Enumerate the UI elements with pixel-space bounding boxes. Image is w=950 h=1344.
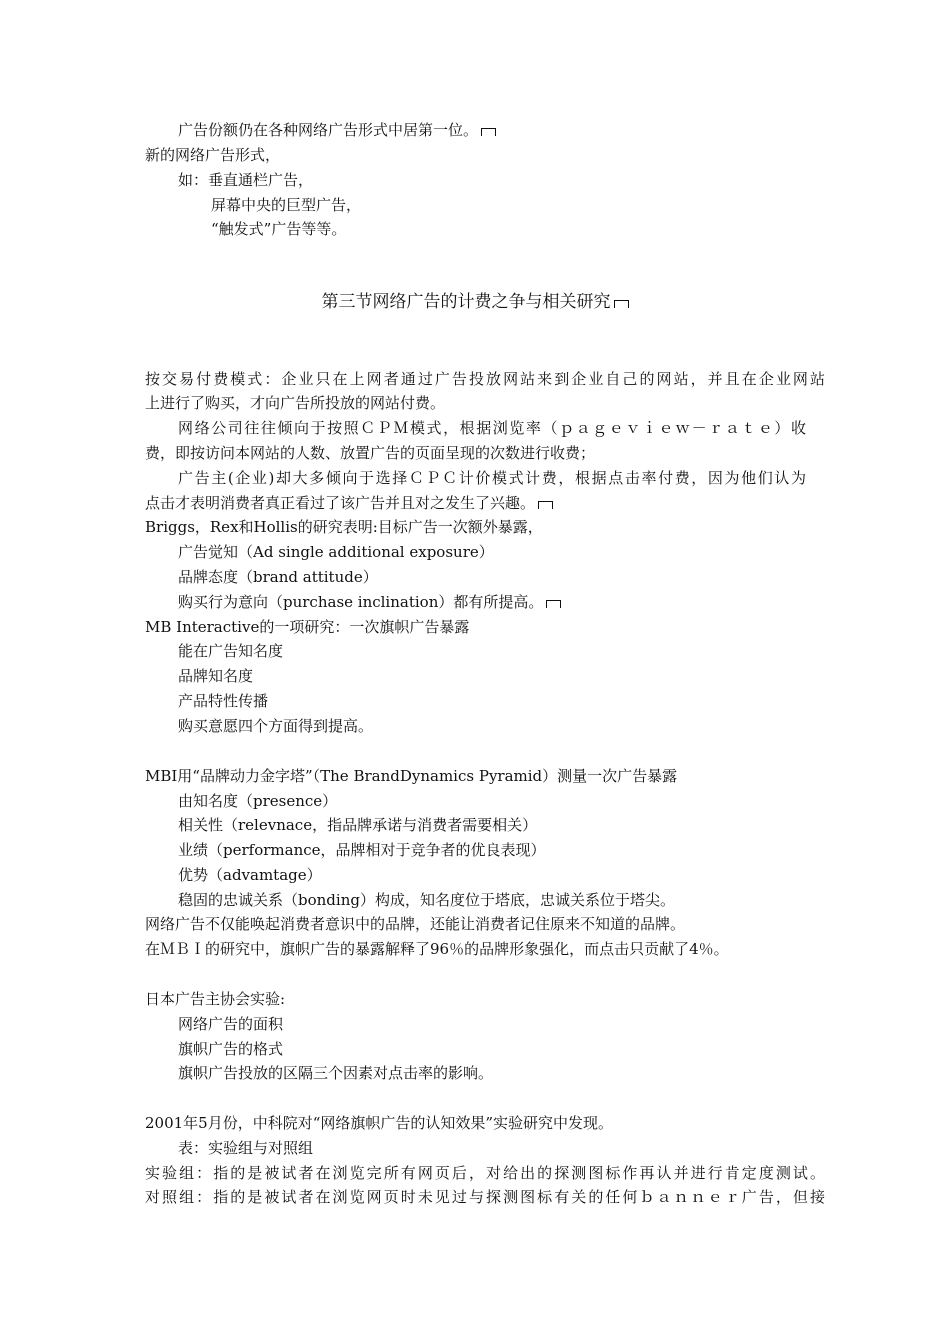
text-line: 2001年5月份，中科院对“网络旗帜广告的认知效果”实验研究中发现。: [145, 1114, 614, 1132]
text-line: 相关性（relevnace，指品牌承诺与消费者需要相关）: [178, 816, 538, 834]
text-line: 如：垂直通栏广告，: [178, 171, 314, 189]
text-line: 广告觉知（Ad single additional exposure）: [178, 543, 494, 561]
text-line: 在ＭＢＩ的研究中，旗帜广告的暴露解释了96％的品牌形象强化，而点击只贡献了4％。: [145, 940, 729, 958]
text-line: 能在广告知名度: [178, 642, 284, 660]
text-line: 品牌态度（brand attitude）: [178, 568, 378, 586]
text-line: 广告份额仍在各种网络广告形式中居第一位。: [178, 120, 858, 140]
text-line: 屏幕中央的巨型广告，: [211, 196, 362, 214]
text-line: 广告主(企业)却大多倾向于选择ＣＰＣ计价模式计费，根据点击率付费，因为他们认为: [178, 469, 806, 487]
text-line: 优势（advamtage）: [178, 866, 322, 884]
text-line: 旗帜广告的格式: [178, 1040, 284, 1058]
text-line: 表：实验组与对照组: [178, 1139, 314, 1157]
section-heading: 第三节网络广告的计费之争与相关研究: [0, 290, 950, 314]
text-line: 产品特性传播: [178, 692, 269, 710]
text-line: MBI用“品牌动力金字塔”（The BrandDynamics Pyramid）测量一次广告暴露: [145, 767, 678, 785]
bookmark-mark-icon: [546, 600, 561, 608]
bookmark-mark-icon: [481, 128, 496, 136]
text-line: 日本广告主协会实验:: [145, 990, 286, 1008]
bookmark-mark-icon: [614, 300, 629, 308]
text-line: 品牌知名度: [178, 667, 254, 685]
text-line: 按交易付费模式：企业只在上网者通过广告投放网站来到企业自己的网站，并且在企业网站: [145, 370, 825, 388]
text-line: 实验组：指的是被试者在浏览完所有网页后，对给出的探测图标作再认并进行肯定度测试。: [145, 1164, 825, 1182]
text-line: 网络公司往往倾向于按照ＣＰＭ模式，根据浏览率（ｐａｇｅｖｉｅｗ－ｒａｔｅ）收: [178, 419, 806, 437]
text-line: 点击才表明消费者真正看过了该广告并且对之发生了兴趣。: [145, 493, 825, 513]
text-line: 网络广告的面积: [178, 1015, 284, 1033]
text-line: 上进行了购买，才向广告所投放的网站付费。: [145, 394, 446, 412]
text-line: Briggs，Rex和Hollis的研究表明:目标广告一次额外暴露，: [145, 518, 543, 536]
text-line: 新的网络广告形式，: [145, 146, 281, 164]
text-line: 对照组：指的是被试者在浏览网页时未见过与探测图标有关的任何ｂａｎｎｅｒ广告，但接: [145, 1188, 825, 1206]
text-line: 稳固的忠诚关系（bonding）构成，知名度位于塔底，忠诚关系位于塔尖。: [178, 891, 675, 909]
bookmark-mark-icon: [538, 501, 553, 509]
text-line: 旗帜广告投放的区隔三个因素对点击率的影响。: [178, 1064, 494, 1082]
text-line: 购买行为意向（purchase inclination）都有所提高。: [178, 592, 858, 612]
text-line: 业绩（performance，品牌相对于竞争者的优良表现）: [178, 841, 546, 859]
text-line: 费，即按访问本网站的人数、放置广告的页面呈现的次数进行收费；: [145, 444, 596, 462]
text-line: 网络广告不仅能唤起消费者意识中的品牌，还能让消费者记住原来不知道的品牌。: [145, 915, 686, 933]
text-line: 购买意愿四个方面得到提高。: [178, 717, 374, 735]
text-line: “触发式”广告等等。: [211, 220, 347, 238]
text-line: 由知名度（presence）: [178, 792, 338, 810]
text-line: MB Interactive的一项研究：一次旗帜广告暴露: [145, 618, 470, 636]
